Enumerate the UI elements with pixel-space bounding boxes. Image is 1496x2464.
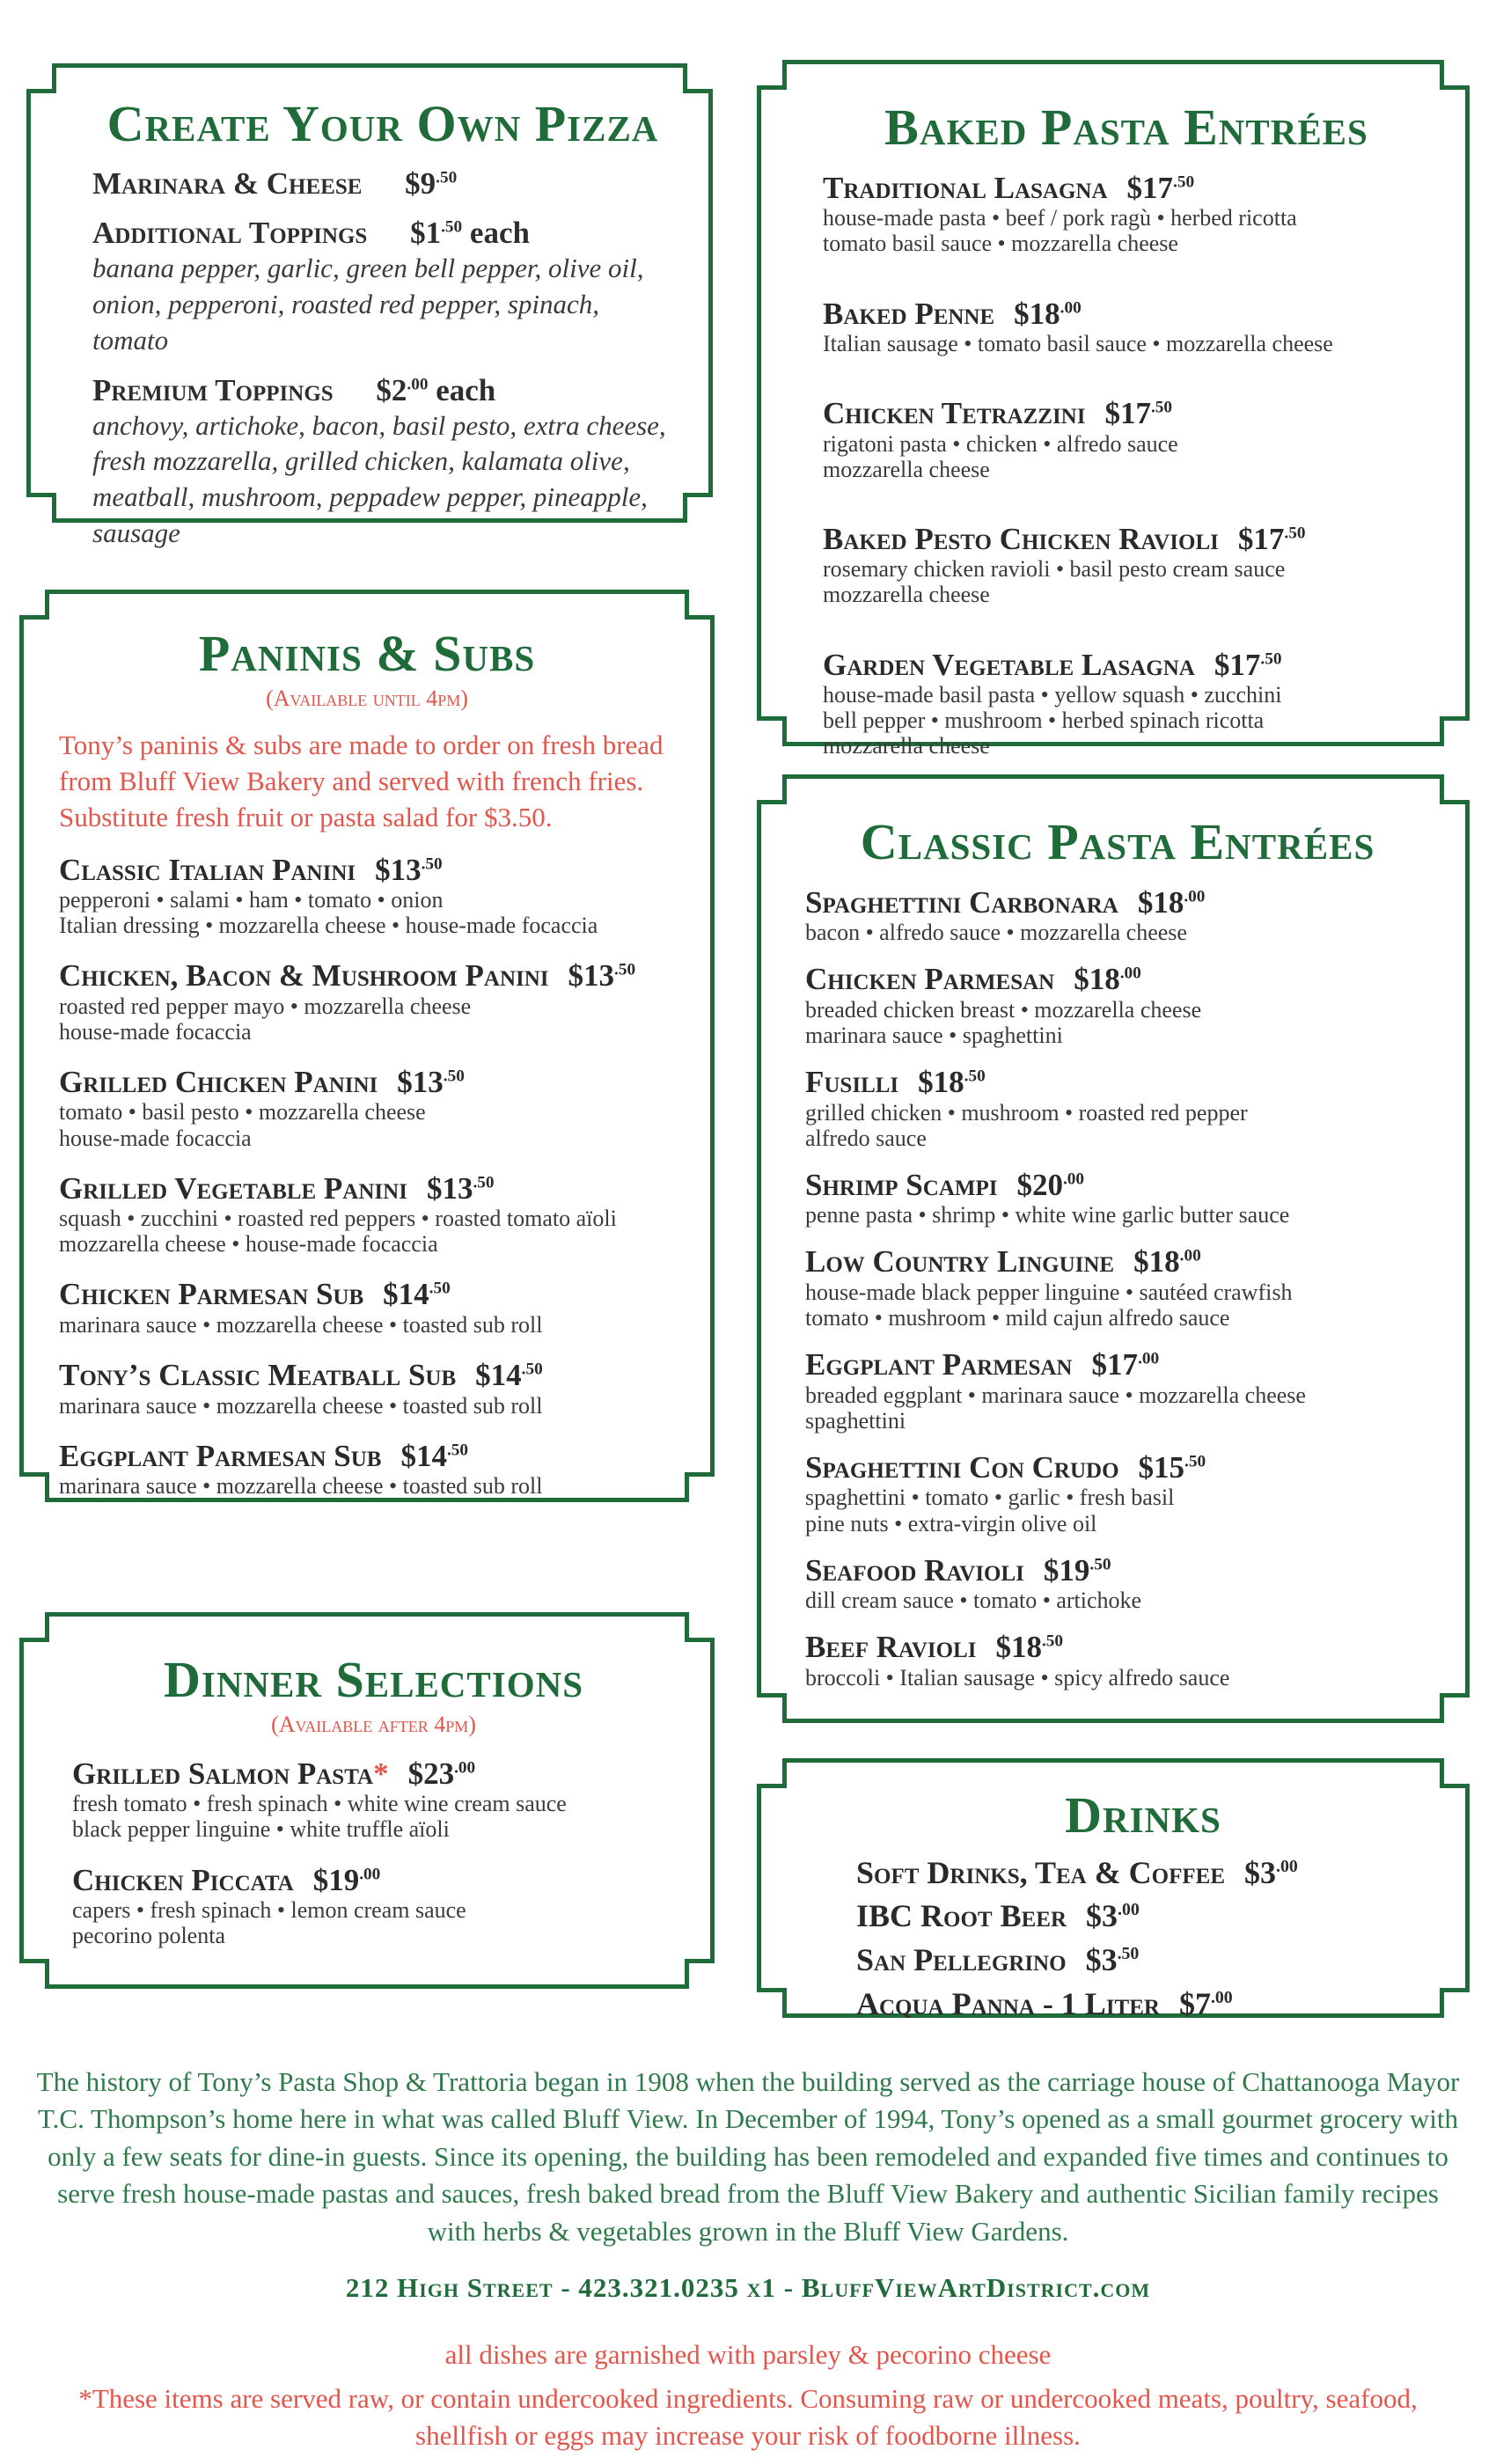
panini-item: [59, 1359, 675, 1419]
panini-item-desc: pepperoni • salami • ham • tomato • onion Italian dressing • mozzarella cheese • house-made focaccia: [59, 887, 598, 939]
baked-item-price: $\$17^{.50}$: [1126, 170, 1195, 205]
panini-item-head: [59, 1172, 675, 1206]
dinner-title: Dinner Selections: [163, 1651, 584, 1708]
dinner-item-star: *: [373, 1756, 389, 1791]
classic-item-head: [805, 1554, 1430, 1588]
classic-list: [805, 886, 1430, 1690]
panini-item-price: $\$13^{.50}$: [397, 1064, 465, 1099]
panini-item-price: $\$13^{.50}$: [375, 852, 443, 887]
drink-item: [856, 1856, 1430, 1891]
baked-item-name: Baked Pesto Chicken Ravioli: [823, 521, 1219, 556]
pizza-base-price: $\$9^{.50}$: [405, 165, 458, 201]
classic-item-desc: grilled chicken • mushroom • roasted red pepper alfredo sauce: [805, 1099, 1248, 1151]
classic-item-head: [805, 1631, 1430, 1665]
classic-item-name: Chicken Parmesan: [805, 962, 1055, 997]
drink-item-price: $\$3^{.00}$: [1244, 1854, 1298, 1890]
panini-item: [59, 1172, 675, 1258]
dinner-item: [72, 1864, 675, 1949]
drink-item-price: $\$7^{.00}$: [1178, 1985, 1233, 2021]
classic-item-head: [805, 1169, 1430, 1203]
pizza-base-name: Marinara & Cheese: [92, 165, 363, 201]
drink-item-head: [856, 1899, 1430, 1934]
baked-item-price: $\$17^{.50}$: [1214, 647, 1282, 682]
classic-item-desc: house-made black pepper linguine • sautéed crawfish tomato • mushroom • mild cajun alfredo sauce: [805, 1279, 1293, 1331]
baked-item: [823, 397, 1430, 482]
panini-item-head: [59, 1359, 675, 1393]
classic-item: [805, 1169, 1430, 1228]
panini-item: [59, 854, 675, 939]
drink-item: [856, 1899, 1430, 1934]
classic-item-price: $\$18^{.50}$: [995, 1630, 1064, 1665]
classic-item-name: Spaghettini Carbonara: [805, 884, 1118, 920]
baked-item: [823, 523, 1430, 608]
classic-item: [805, 1554, 1430, 1614]
baked-item-desc: Italian sausage • tomato basil sauce • mozzarella cheese: [823, 331, 1333, 357]
baked-item-head: [823, 523, 1430, 557]
baked-list: [823, 172, 1430, 759]
panini-item-desc: squash • zucchini • roasted red peppers • roasted tomato aïoli mozzarella cheese • house-made focaccia: [59, 1206, 617, 1258]
paninis-panel: [19, 590, 715, 1502]
baked-title: Baked Pasta Entrées: [884, 99, 1368, 156]
panini-item-price: $\$14^{.50}$: [400, 1438, 468, 1473]
pizza-premium-list: anchovy, artichoke, bacon, basil pesto, extra cheese, fresh mozzarella, grilled chicken, kalamata olive, meatball, mushroom, peppadew pepper, pineapple, sausage: [92, 409, 666, 549]
panini-item-desc: marinara sauce • mozzarella cheese • toasted sub roll: [59, 1473, 543, 1500]
panini-item-desc: roasted red pepper mayo • mozzarella cheese house-made focaccia: [59, 993, 472, 1045]
baked-item-desc: house-made pasta • beef / pork ragù • herbed ricotta tomato basil sauce • mozzarella cheese: [823, 205, 1297, 257]
baked-item-name: Traditional Lasagna: [823, 170, 1108, 205]
panini-item: [59, 1066, 675, 1151]
classic-item-desc: bacon • alfredo sauce • mozzarella cheese: [805, 920, 1187, 946]
pizza-premium-price: $\$2^{.00}$ each: [376, 372, 496, 407]
drink-item-head: [856, 1943, 1430, 1978]
classic-item-desc: spaghettini • tomato • garlic • fresh basil pine nuts • extra-virgin olive oil: [805, 1485, 1175, 1536]
baked-item-price: $\$17^{.50}$: [1104, 396, 1173, 431]
classic-item-head: [805, 963, 1430, 997]
contact-line: 212 High Street - 423.321.0235 x1 - BluffViewArtDistrict.com: [345, 2272, 1151, 2303]
classic-item-name: Beef Ravioli: [805, 1630, 977, 1665]
panini-item-price: $\$14^{.50}$: [383, 1277, 451, 1312]
panini-item-price: $\$14^{.50}$: [475, 1358, 543, 1392]
dinner-availability: (Available after 4pm): [271, 1711, 476, 1737]
garnish-note: all dishes are garnished with parsley & pecorino cheese: [444, 2339, 1052, 2370]
classic-item-desc: breaded eggplant • marinara sauce • mozzarella cheese spaghettini: [805, 1382, 1306, 1434]
pizza-additional-price: $\$1^{.50}$ each: [410, 215, 530, 250]
dinner-item-head: [72, 1864, 675, 1898]
panini-item-head: [59, 1278, 675, 1312]
baked-item-desc: rosemary chicken ravioli • basil pesto cream sauce mozzarella cheese: [823, 556, 1286, 608]
panini-item-name: Grilled Chicken Panini: [59, 1064, 378, 1099]
classic-item-price: $\$18^{.00}$: [1074, 962, 1141, 997]
classic-item-head: [805, 1451, 1430, 1485]
classic-item-head: [805, 1245, 1430, 1280]
classic-item-name: Spaghettini Con Crudo: [805, 1449, 1119, 1485]
classic-item-head: [805, 1066, 1430, 1100]
classic-item: [805, 1066, 1430, 1151]
classic-item-head: [805, 886, 1430, 920]
panini-item-head: [59, 1440, 675, 1474]
classic-title: Classic Pasta Entrées: [860, 813, 1375, 870]
paninis-availability: (Available until 4pm): [266, 685, 468, 711]
paninis-title: Paninis & Subs: [198, 625, 536, 682]
baked-item-head: [823, 297, 1430, 332]
classic-panel: [757, 774, 1470, 1723]
baked-item-head: [823, 397, 1430, 431]
paninis-list: [59, 854, 675, 1500]
drink-item-price: $\$3^{.00}$: [1086, 1898, 1140, 1934]
drink-item-name: Acqua Panna - 1 Liter: [856, 1985, 1160, 2021]
baked-item-name: Garden Vegetable Lasagna: [823, 647, 1195, 682]
classic-item-price: $\$18^{.50}$: [918, 1065, 986, 1100]
dinner-list: [72, 1757, 675, 1948]
panini-item-head: [59, 854, 675, 888]
classic-item: [805, 1631, 1430, 1690]
drink-item-name: San Pellegrino: [856, 1941, 1067, 1977]
baked-item: [823, 297, 1430, 357]
classic-item-desc: broccoli • Italian sausage • spicy alfredo sauce: [805, 1664, 1230, 1690]
classic-item-price: $\$18^{.00}$: [1133, 1244, 1201, 1280]
panini-item-head: [59, 959, 675, 994]
baked-item-head: [823, 172, 1430, 206]
classic-item-name: Seafood Ravioli: [805, 1552, 1024, 1588]
classic-item-name: Eggplant Parmesan: [805, 1347, 1073, 1382]
dinner-panel: [19, 1612, 715, 1989]
classic-item-desc: dill cream sauce • tomato • artichoke: [805, 1588, 1142, 1614]
classic-item-price: $\$19^{.50}$: [1043, 1552, 1111, 1588]
baked-item-name: Baked Penne: [823, 296, 995, 331]
baked-item-name: Chicken Tetrazzini: [823, 396, 1086, 431]
dinner-item: [72, 1757, 675, 1843]
classic-item-name: Low Country Linguine: [805, 1244, 1115, 1280]
baked-item-head: [823, 649, 1430, 683]
panini-item-name: Tony’s Classic Meatball Sub: [59, 1358, 457, 1392]
panini-item-name: Eggplant Parmesan Sub: [59, 1438, 382, 1473]
pizza-additional-name: Additional Toppings: [92, 215, 368, 250]
baked-item-desc: rigatoni pasta • chicken • alfredo sauce mozzarella cheese: [823, 430, 1178, 482]
panini-item-price: $\$13^{.50}$: [426, 1170, 495, 1206]
panini-item-name: Chicken Parmesan Sub: [59, 1277, 364, 1312]
drink-item-name: IBC Root Beer: [856, 1898, 1067, 1934]
drink-item-head: [856, 1987, 1430, 2022]
panini-item: [59, 959, 675, 1045]
drinks-panel: [757, 1758, 1470, 2021]
pizza-premium-name: Premium Toppings: [92, 372, 334, 407]
baked-item: [823, 172, 1430, 257]
dinner-item-desc: capers • fresh spinach • lemon cream sauce pecorino polenta: [72, 1897, 466, 1949]
classic-item-price: $\$18^{.00}$: [1137, 884, 1206, 920]
classic-item-head: [805, 1348, 1430, 1382]
history-paragraph: The history of Tony’s Pasta Shop & Trattoria began in 1908 when the building served as the carriage house of Chattanooga Mayor T.C. Thompson’s home here in what was called Bluff View. In December of 1994, Tony’s opened as a small gourmet grocery with only a few seats for dine-in guests. Since its opening, the building has been remodeled and expanded five times and continues to serve fresh house-made pastas and sauces, fresh baked bread from the Bluff View Bakery and authentic Sicilian family recipes with herbs & vegetables grown in the Bluff View Gardens.: [36, 2066, 1460, 2247]
classic-item: [805, 1451, 1430, 1536]
classic-item-desc: penne pasta • shrimp • white wine garlic butter sauce: [805, 1202, 1290, 1228]
drinks-title: Drinks: [1065, 1786, 1221, 1844]
panini-item: [59, 1440, 675, 1500]
dinner-item-name: Chicken Piccata: [72, 1862, 294, 1897]
classic-item: [805, 1245, 1430, 1331]
baked-panel: [757, 60, 1470, 759]
drink-item-price: $\$3^{.50}$: [1085, 1941, 1140, 1977]
classic-item: [805, 963, 1430, 1048]
dinner-item-name: Grilled Salmon Pasta: [72, 1756, 374, 1791]
dinner-item-head: [72, 1757, 675, 1792]
baked-item-desc: house-made basil pasta • yellow squash • zucchini bell pepper • mushroom • herbed spinach ricotta mozzarella cheese: [823, 682, 1282, 759]
baked-item-price: $\$17^{.50}$: [1237, 521, 1306, 556]
classic-item: [805, 886, 1430, 946]
dinner-item-price: $\$19^{.00}$: [312, 1862, 381, 1897]
dinner-item-desc: fresh tomato • fresh spinach • white wine cream sauce black pepper linguine • white truffle aïoli: [72, 1791, 567, 1843]
baked-item-price: $\$18^{.00}$: [1014, 296, 1082, 331]
pizza-additional: [92, 216, 673, 251]
panini-item-head: [59, 1066, 675, 1100]
drinks-list: [856, 1856, 1430, 2021]
classic-item-price: $\$15^{.50}$: [1138, 1449, 1206, 1485]
pizza-premium: [92, 373, 673, 408]
panini-item-name: Classic Italian Panini: [59, 852, 356, 887]
footer-notes: [53, 2336, 1443, 2454]
panini-item-price: $\$13^{.50}$: [568, 958, 636, 994]
pizza-title: Create Your Own Pizza: [106, 95, 659, 152]
dinner-item-price: $\$23^{.00}$: [407, 1756, 476, 1791]
pizza-additional-list: banana pepper, garlic, green bell pepper, olive oil, onion, pepperoni, roasted red pepper, spinach, tomato: [92, 252, 644, 356]
panini-item-desc: marinara sauce • mozzarella cheese • toasted sub roll: [59, 1311, 543, 1338]
pizza-base: [92, 166, 673, 202]
paninis-intro: Tony’s paninis & subs are made to order on fresh bread from Bluff View Bakery and served with french fries. Substitute fresh fruit or pasta salad for $3.50.: [59, 729, 664, 832]
panini-item-name: Grilled Vegetable Panini: [59, 1170, 407, 1206]
classic-item-price: $\$20^{.00}$: [1016, 1167, 1085, 1202]
pizza-panel: [26, 63, 713, 549]
panini-item: [59, 1278, 675, 1338]
drink-item-name: Soft Drinks, Tea & Coffee: [856, 1854, 1226, 1890]
raw-warning: *These items are served raw, or contain undercooked ingredients. Consuming raw or undercooked meats, poultry, seafood, shellfish or eggs may increase your risk of foodborne illness.: [78, 2382, 1418, 2451]
classic-item-name: Shrimp Scampi: [805, 1167, 998, 1202]
classic-item: [805, 1348, 1430, 1434]
baked-item: [823, 649, 1430, 759]
panini-item-desc: marinara sauce • mozzarella cheese • toasted sub roll: [59, 1392, 543, 1419]
classic-item-desc: breaded chicken breast • mozzarella cheese marinara sauce • spaghettini: [805, 996, 1202, 1049]
classic-item-name: Fusilli: [805, 1065, 899, 1100]
drink-item: [856, 1987, 1430, 2022]
drink-item: [856, 1943, 1430, 1978]
panini-item-name: Chicken, Bacon & Mushroom Panini: [59, 958, 549, 994]
panini-item-desc: tomato • basil pesto • mozzarella cheese house-made focaccia: [59, 1099, 426, 1151]
classic-item-price: $\$17^{.00}$: [1091, 1347, 1160, 1382]
drink-item-head: [856, 1856, 1430, 1891]
